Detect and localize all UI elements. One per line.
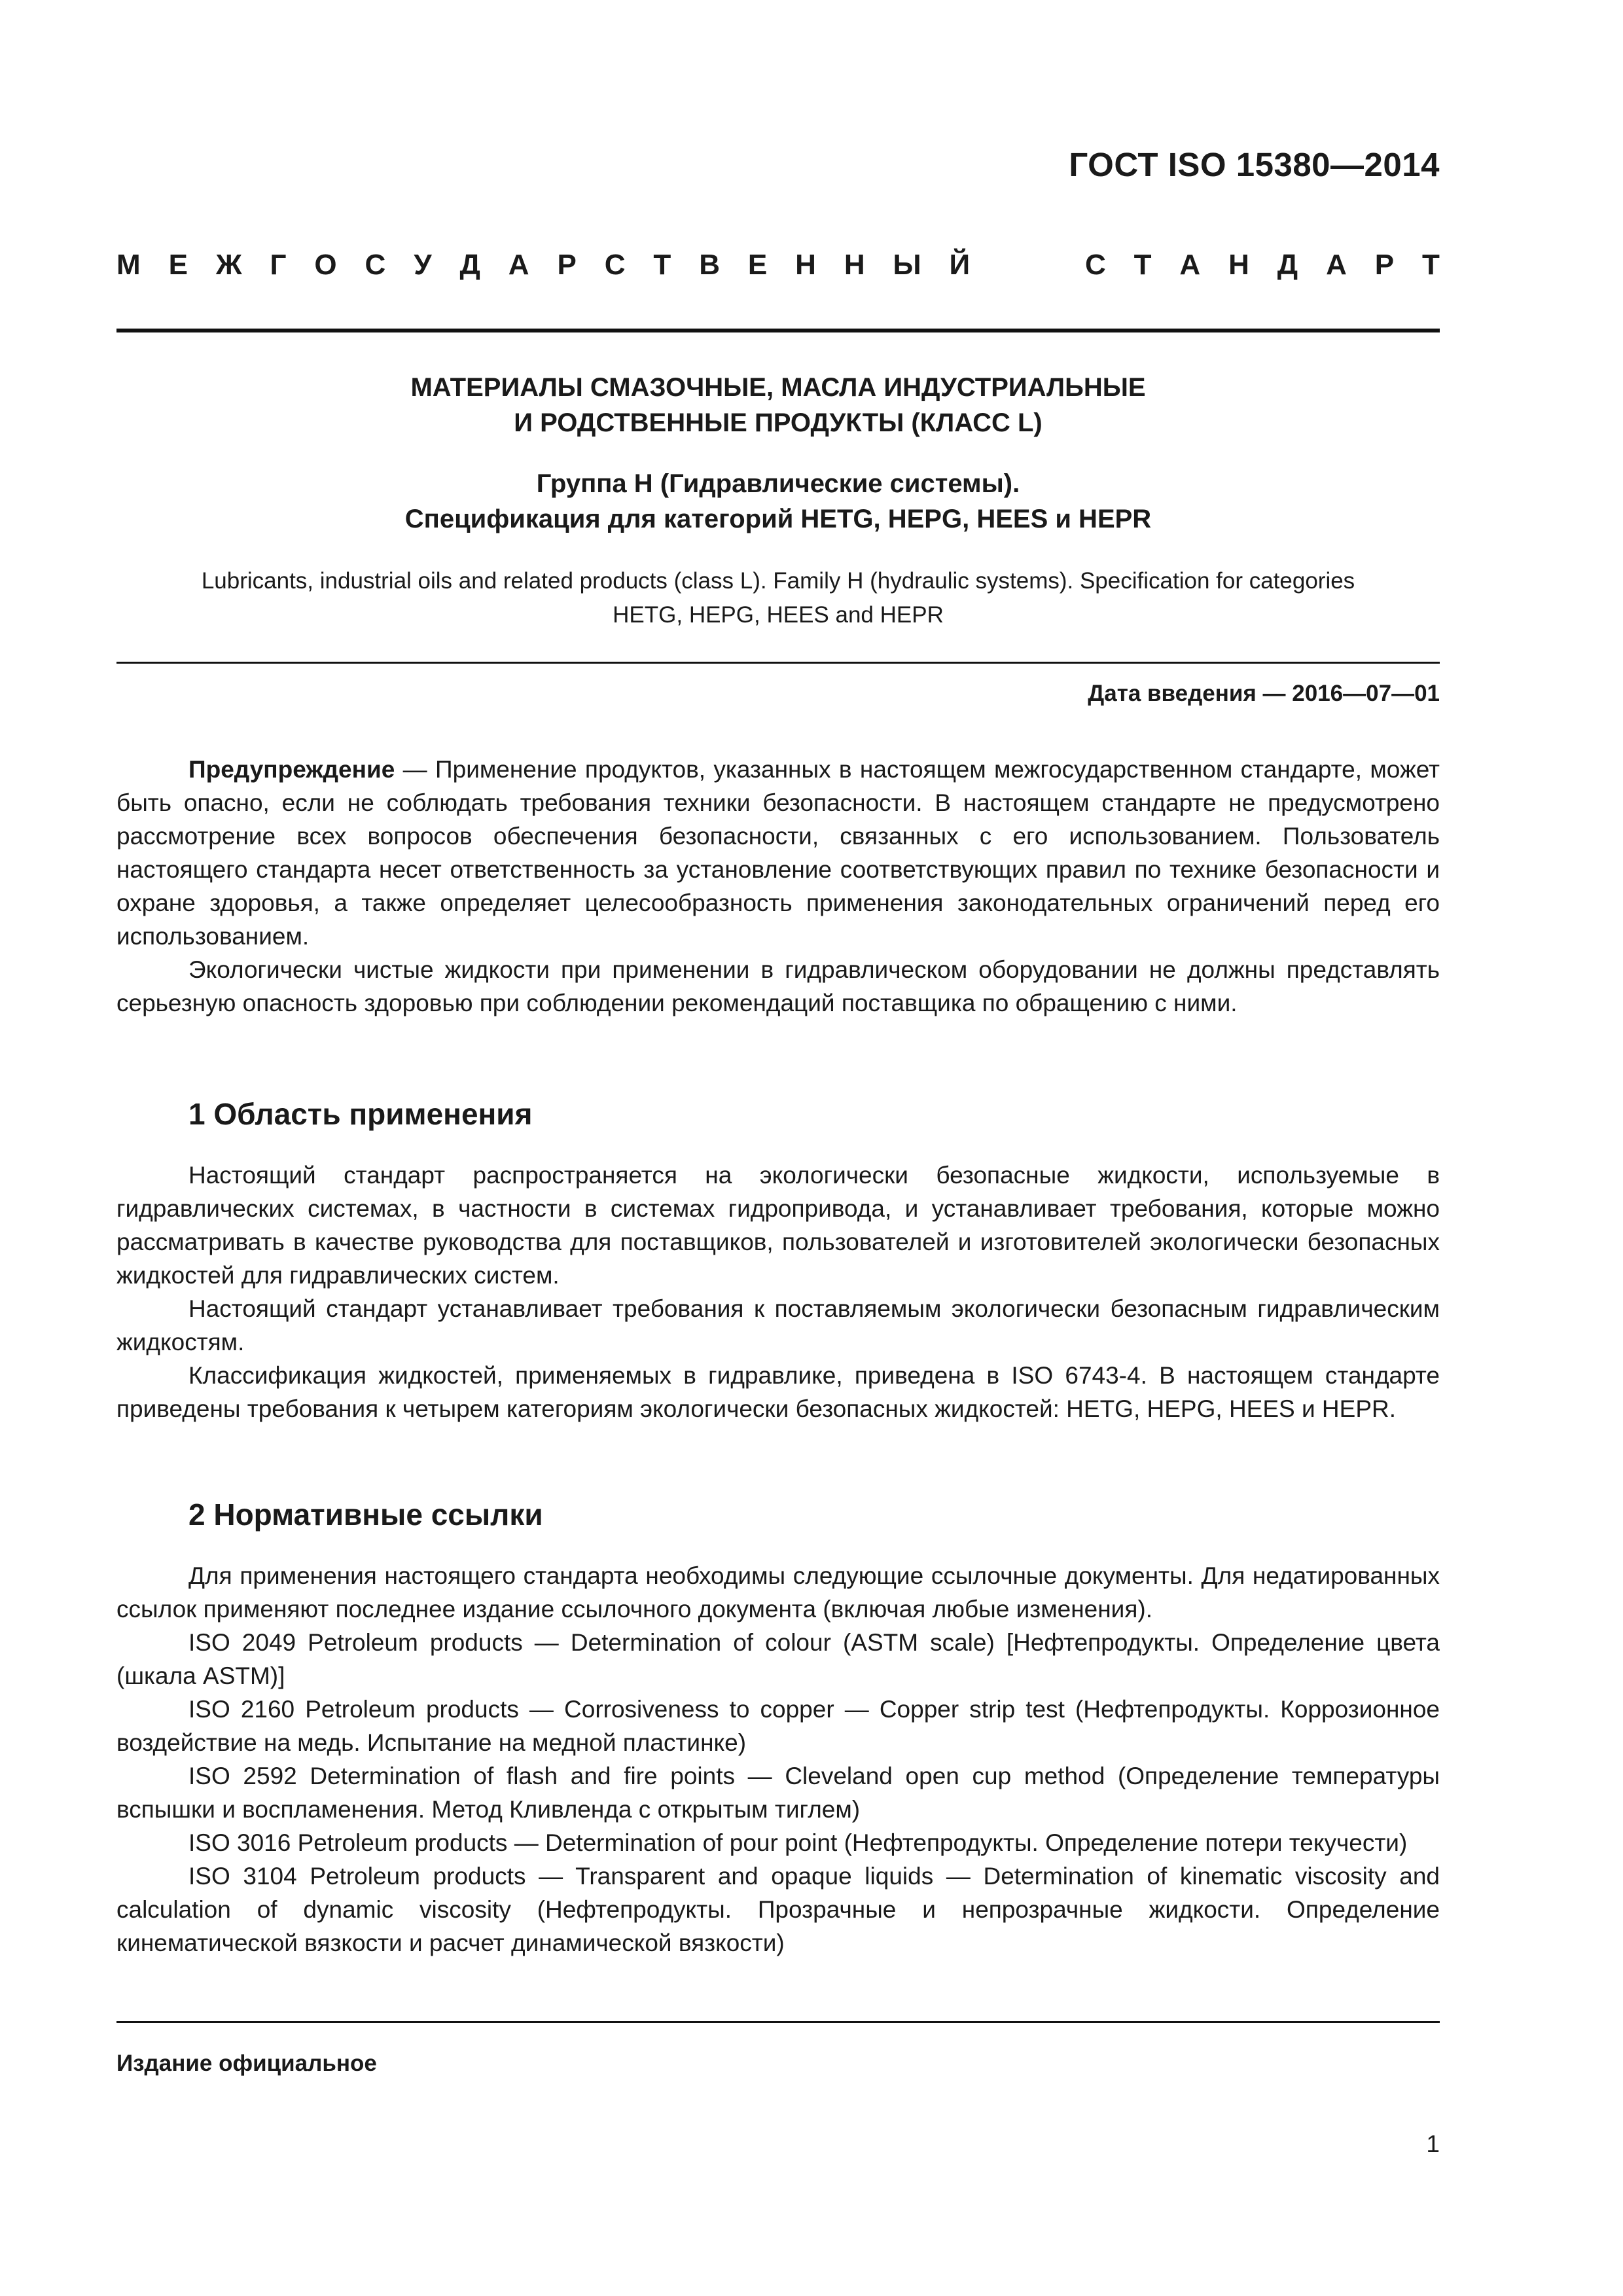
subtitle-line: Группа Н (Гидравлические системы). [536, 469, 1020, 498]
introduction-date: Дата введения — 2016—07—01 [1088, 681, 1440, 706]
reference-item: ISO 2592 Determination of flash and fire points — Cleveland open cup method (Определение температуры вспышки и воспламенения. Метод Кливленда с открытым тиглем) [116, 1763, 1440, 1823]
banner-letter: Г [270, 249, 287, 281]
title-line: МАТЕРИАЛЫ СМАЗОЧНЫЕ, МАСЛА ИНДУСТРИАЛЬНЫЕ [410, 373, 1146, 402]
banner-letter: А [1326, 249, 1347, 281]
banner-letter: Ж [215, 249, 242, 281]
banner-letter: Д [1277, 249, 1298, 281]
scope-paragraph: Классификация жидкостей, применяемых в гидравлике, приведена в ISO 6743-4. В настоящем стандарте приведены требования к четырем категориям экологически безопасных жидкостей: HETG, HEPG, HEES и HEPR. [116, 1362, 1440, 1422]
english-title-line: Lubricants, industrial oils and related products (class L). Family H (hydraulic systems). Specification for categories [201, 568, 1355, 594]
banner-letter: У [414, 249, 432, 281]
banner-gap [998, 249, 1057, 281]
banner-letter: Т [1422, 249, 1440, 281]
warning-paragraph: Экологически чистые жидкости при применении в гидравлическом оборудовании не должны представлять серьезную опасность здоровью при соблюдении рекомендаций поставщика по обращению с ними. [116, 956, 1440, 1016]
banner-letter: Ы [893, 249, 921, 281]
document-title [116, 370, 1440, 440]
title-divider [116, 662, 1440, 664]
references-intro: Для применения настоящего стандарта необходимы следующие ссылочные документы. Для недатированных ссылок применяют последнее издание ссылочного документа (включая любые изменения). [116, 1562, 1440, 1623]
header-divider [116, 329, 1440, 332]
warning-text: — Применение продуктов, указанных в настоящем межгосударственном стандарте, может быть опасно, если не соблюдать требования техники безопасности. В настоящем стандарте не предусмотрено рассмотрение всех вопросов обеспечения безопасности, связанных с его использованием. Пользователь настоящего стандарта несет ответственность за установление соответствующих правил по технике безопасности и охране здоровья, а также определяет целесообразность применения законодательных ограничений перед его использованием. [116, 756, 1440, 950]
banner-letter: А [508, 249, 529, 281]
page-number: 1 [1426, 2130, 1440, 2157]
reference-item: ISO 2160 Petroleum products — Corrosiveness to copper — Copper strip test (Нефтепродукты. Коррозионное воздействие на медь. Испытание на медной пластинке) [116, 1696, 1440, 1756]
banner-letter: Р [557, 249, 577, 281]
section-scope-body [116, 1158, 1440, 1426]
banner-letter: В [699, 249, 720, 281]
reference-item: ISO 3104 Petroleum products — Transparent and opaque liquids — Determination of kinematic viscosity and calculation of dynamic viscosity (Нефтепродукты. Прозрачные и непрозрачные жидкости. Определение кинематической вязкости и расчет динамической вязкости) [116, 1863, 1440, 1956]
banner-letter: Е [168, 249, 188, 281]
banner-letter: Д [459, 249, 480, 281]
footer-divider [116, 2021, 1440, 2023]
banner-letter: Р [1374, 249, 1395, 281]
scope-paragraph: Настоящий стандарт распространяется на экологически безопасные жидкости, используемые в гидравлических системах, в частности в системах гидропривода, и устанавливает требования, которые можно рассматривать в качестве руководства для поставщиков, пользователей и изготовителей экологически безопасных жидкостей для гидравлических систем. [116, 1162, 1440, 1289]
banner-letter: С [604, 249, 626, 281]
english-title [136, 564, 1420, 632]
banner-letter: Й [949, 249, 971, 281]
warning-block [116, 753, 1440, 1020]
reference-item: ISO 2049 Petroleum products — Determination of colour (ASTM scale) [Нефтепродукты. Определение цвета (шкала ASTM)] [116, 1629, 1440, 1689]
banner-letter: Т [653, 249, 671, 281]
official-edition-label: Издание официальное [116, 2051, 377, 2076]
reference-item: ISO 3016 Petroleum products — Determination of pour point (Нефтепродукты. Определение потери текучести) [188, 1829, 1408, 1856]
interstate-standard-banner [116, 249, 1440, 281]
banner-letter: Н [1228, 249, 1249, 281]
document-subtitle [116, 466, 1440, 537]
banner-letter: С [365, 249, 386, 281]
warning-lead: Предупреждение [188, 756, 395, 783]
scope-paragraph: Настоящий стандарт устанавливает требования к поставляемым экологически безопасным гидравлическим жидкостям. [116, 1295, 1440, 1355]
banner-letter: Т [1133, 249, 1152, 281]
section-heading-references: 2 Нормативные ссылки [188, 1498, 543, 1532]
banner-letter: М [116, 249, 141, 281]
document-page [116, 0, 1440, 2296]
section-heading-scope: 1 Область применения [188, 1097, 533, 1131]
document-code: ГОСТ ISO 15380—2014 [1069, 146, 1440, 183]
title-line: И РОДСТВЕННЫЕ ПРОДУКТЫ (КЛАСС L) [514, 408, 1043, 437]
banner-letter: Е [747, 249, 768, 281]
banner-letter: С [1084, 249, 1106, 281]
banner-letter: О [314, 249, 337, 281]
banner-letter: А [1179, 249, 1201, 281]
banner-letter: Н [844, 249, 865, 281]
english-title-line: HETG, HEPG, HEES and HEPR [613, 602, 944, 628]
warning-paragraph [116, 753, 1440, 953]
section-references-body [116, 1559, 1440, 1960]
subtitle-line: Спецификация для категорий HETG, HEPG, HEES и HEPR [404, 505, 1152, 533]
banner-letter: Н [795, 249, 816, 281]
